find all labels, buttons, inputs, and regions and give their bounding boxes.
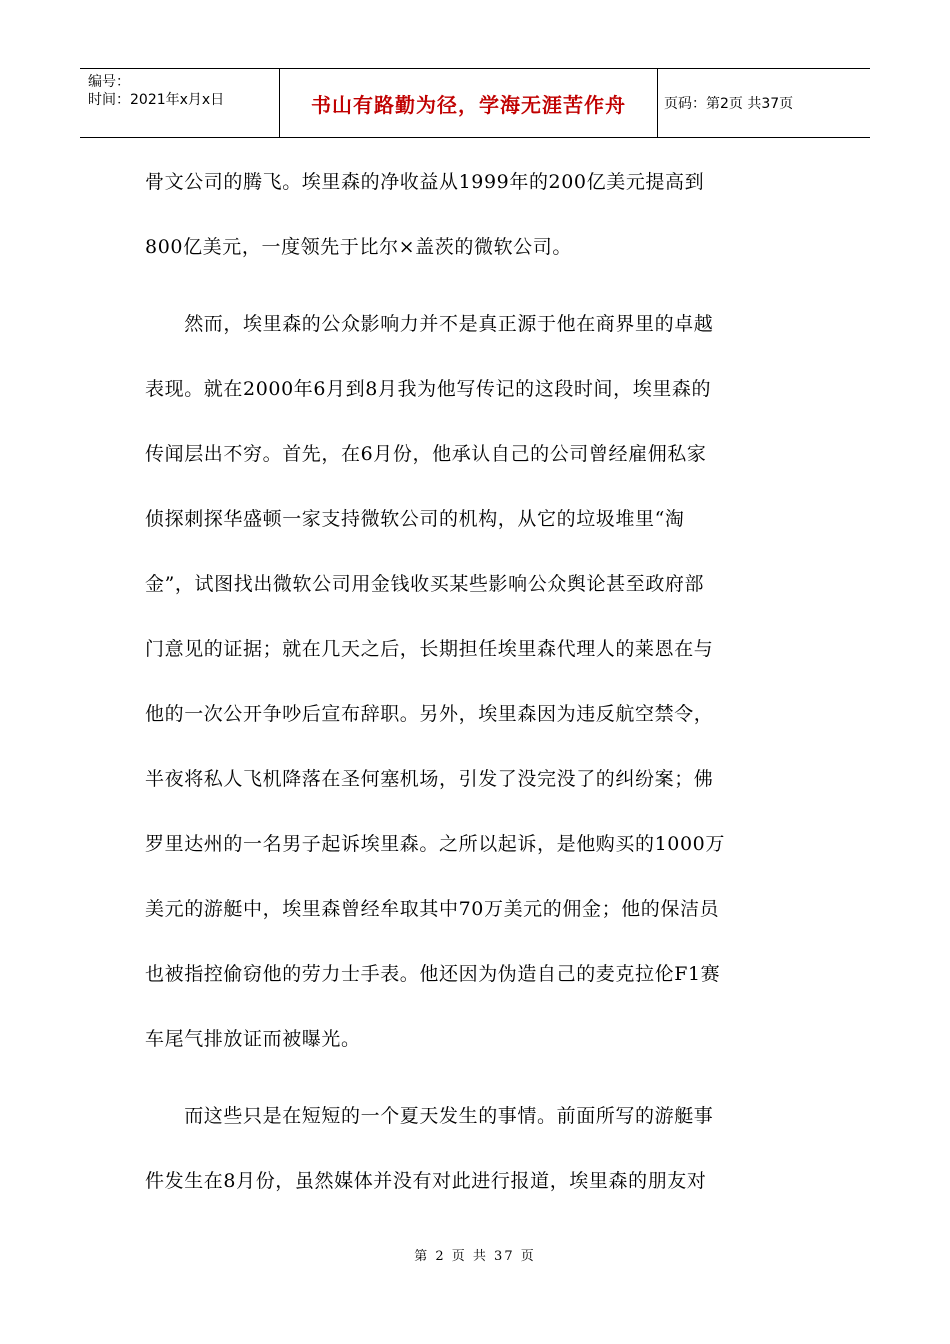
text-line: 他的一次公开争吵后宣布辞职。另外，埃里森因为违反航空禁令， xyxy=(145,703,714,725)
paragraph xyxy=(145,1084,810,1214)
text-line: 然而，埃里森的公众影响力并不是真正源于他在商界里的卓越 xyxy=(145,313,714,335)
text-line: 半夜将私人飞机降落在圣何塞机场，引发了没完没了的纠纷案；佛 xyxy=(145,768,714,790)
text-line: 传闻层出不穷。首先，在6月份，他承认自己的公司曾经雇佣私家 xyxy=(145,443,707,465)
header-meta xyxy=(80,69,280,137)
text-line: 800亿美元，一度领先于比尔×盖茨的微软公司。 xyxy=(145,236,572,258)
text-line: 罗里达州的一名男子起诉埃里森。之所以起诉，是他购买的1000万 xyxy=(145,833,725,855)
text-line: 门意见的证据；就在几天之后，长期担任埃里森代理人的莱恩在与 xyxy=(145,638,714,660)
document-body xyxy=(145,150,810,1214)
text-line: 侦探刺探华盛顿一家支持微软公司的机构，从它的垃圾堆里“淘 xyxy=(145,508,685,530)
paragraph xyxy=(145,292,810,1072)
header-motto: 书山有路勤为径，学海无涯苦作舟 xyxy=(311,92,626,117)
header-page-cell xyxy=(658,69,870,137)
document-header xyxy=(80,68,870,138)
header-motto-cell xyxy=(280,69,658,137)
page-footer: 第 2 页 共 37 页 xyxy=(414,1249,536,1264)
text-line: 车尾气排放证而被曝光。 xyxy=(145,1028,361,1050)
text-line: 美元的游艇中，埃里森曾经牟取其中70万美元的佣金；他的保洁员 xyxy=(145,898,720,920)
header-page-number: 页码：第2页 共37页 xyxy=(664,96,794,112)
text-line: 件发生在8月份，虽然媒体并没有对此进行报道，埃里森的朋友对 xyxy=(145,1170,707,1192)
text-line: 骨文公司的腾飞。埃里森的净收益从1999年的200亿美元提高到 xyxy=(145,171,705,193)
text-line: 而这些只是在短短的一个夏天发生的事情。前面所写的游艇事 xyxy=(145,1105,714,1127)
paragraph xyxy=(145,150,810,280)
text-line: 表现。就在2000年6月到8月我为他写传记的这段时间，埃里森的 xyxy=(145,378,712,400)
paragraph-gap xyxy=(145,280,810,292)
text-line: 也被指控偷窃他的劳力士手表。他还因为伪造自己的麦克拉伦F1赛 xyxy=(145,963,721,985)
document-number-label: 编号： xyxy=(88,74,130,90)
text-line: 金”，试图找出微软公司用金钱收买某些影响公众舆论甚至政府部 xyxy=(145,573,705,595)
document-date-label: 时间：2021年x月x日 xyxy=(88,92,225,108)
paragraph-gap xyxy=(145,1072,810,1084)
